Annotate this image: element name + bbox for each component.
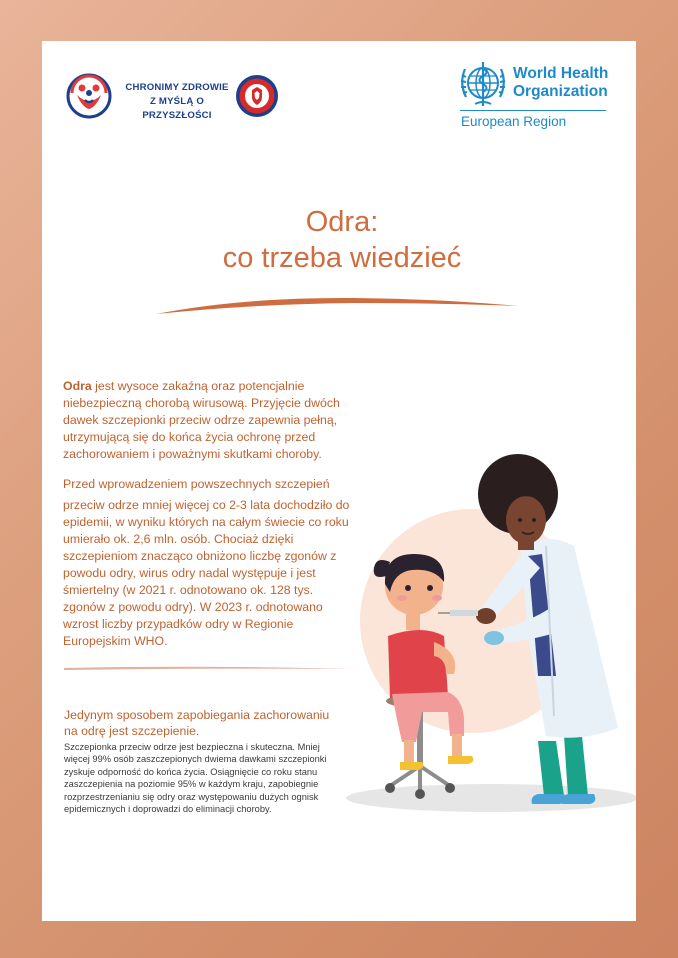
partner-name-line2: Z MYŚLĄ O PRZYSZŁOŚCI <box>142 96 212 121</box>
history-rest: przeciw odrze mniej więcej co 2-3 lata dochodziło do epidemii, w wyniku których na całym świecie co roku umierało ok. 2,6 mln. osób. Chociaż dzięki szczepieniom znacząco obniżono liczbę zgonów z powodu odry, wirus odry nadal występuje i jest śmiertelny (w 2021 r. odnotowano ok. 128 tys. zgonów z powodu odry). W 2023 r. odnotowano wzrost liczby przypadków odry w Regionie Europejskim WHO. <box>63 498 350 648</box>
history-paragraph <box>63 476 353 650</box>
partner-name-line1: CHRONIMY ZDROWIE <box>125 82 229 93</box>
title-line1: Odra: <box>305 206 379 238</box>
history-first-line: Przed wprowadzeniem powszechnych szczepień <box>63 477 330 491</box>
chronimy-zdrowie-logo <box>66 73 112 119</box>
poster-sheet <box>42 41 636 921</box>
intro-rest: jest wysoce zakaźną oraz potencjalnie niebezpieczną chorobą wirusową. Przyjęcie dwóch dawek szczepionki przeciw odrze zapewnia pełną, utrzymującą się do końca życia ochronę przed zachorowaniem i poważnymi skutkami choroby. <box>63 379 340 461</box>
vaccination-illustration <box>342 436 636 816</box>
who-name-line1: World Health <box>513 65 609 82</box>
prevention-heading: Jedynym sposobem zapobiegania zachorowaniu na odrę jest szczepienie. <box>64 708 330 738</box>
who-name-line2: Organization <box>513 83 608 100</box>
partner-name <box>122 81 232 123</box>
intro-lead: Odra <box>63 379 92 393</box>
prevention-text: Szczepionka przeciw odrze jest bezpieczna i skuteczna. Mniej więcej 99% osób zaszczepionych dwiema dawkami szczepionki zyskuje odporność do końca życia. Osiągnięcie co roku stanu zaszczepienia na poziomie 95% w każdym kraju, zapobiegnie rozprzestrzenianiu się odry oraz występowaniu dużych ognisk epidemicznych i doprowadzi do eliminacji choroby. <box>64 742 327 815</box>
page-title <box>42 204 642 276</box>
who-name <box>513 65 633 101</box>
section-divider-brushstroke <box>62 662 352 674</box>
prevention-section <box>64 707 334 815</box>
who-region: European Region <box>461 114 567 129</box>
title-line2: co trzeba wiedzieć <box>222 242 462 274</box>
who-emblem <box>457 59 509 111</box>
state-sanitary-inspection-seal <box>235 74 279 118</box>
intro-paragraph <box>63 378 353 463</box>
title-underline-brushstroke <box>154 293 520 319</box>
who-divider <box>460 110 606 111</box>
body-text <box>63 378 353 650</box>
